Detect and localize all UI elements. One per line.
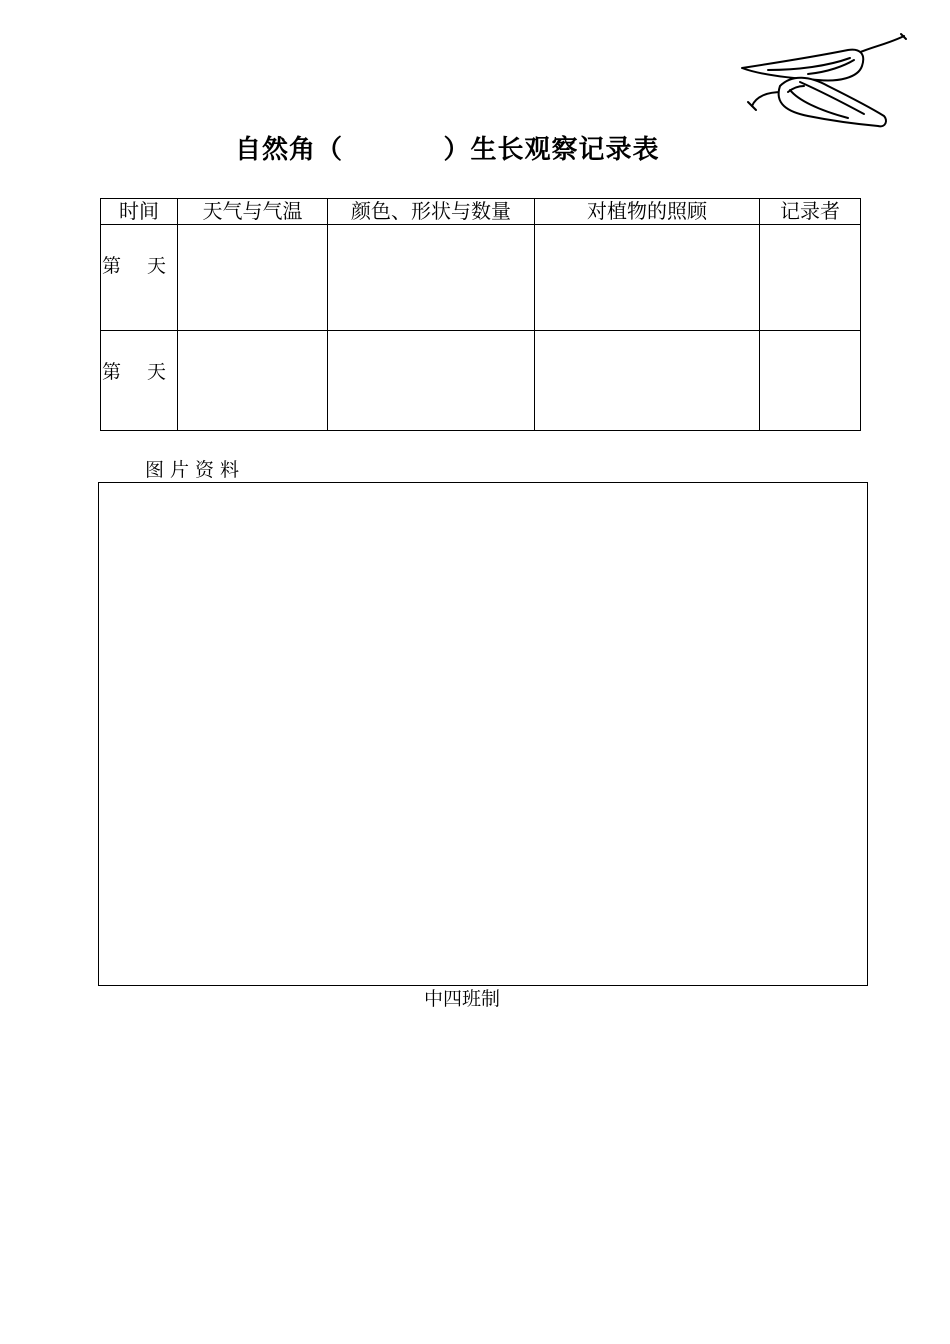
- appearance-cell[interactable]: [328, 331, 535, 431]
- picture-area[interactable]: [98, 482, 868, 986]
- observation-record-table: [100, 198, 861, 431]
- header-recorder: 记录者: [760, 199, 861, 225]
- day-cell: 第 天: [101, 331, 178, 431]
- table-row: [101, 225, 861, 331]
- form-title: 自然角（ ）生长观察记录表: [235, 135, 660, 165]
- weather-cell[interactable]: [178, 225, 328, 331]
- appearance-cell[interactable]: [328, 225, 535, 331]
- day-cell: 第 天: [101, 225, 178, 331]
- care-cell[interactable]: [535, 331, 760, 431]
- table-row: [101, 331, 861, 431]
- table-header-row: [101, 199, 861, 225]
- header-weather: 天气与气温: [178, 199, 328, 225]
- care-cell[interactable]: [535, 225, 760, 331]
- recorder-cell[interactable]: [760, 225, 861, 331]
- weather-cell[interactable]: [178, 331, 328, 431]
- recorder-cell[interactable]: [760, 331, 861, 431]
- picture-section-label: 图片资料: [145, 459, 246, 481]
- header-time: 时间: [101, 199, 178, 225]
- footer-credit: 中四班制: [424, 988, 501, 1010]
- header-appearance: 颜色、形状与数量: [328, 199, 535, 225]
- header-care: 对植物的照顾: [535, 199, 760, 225]
- chili-peppers-icon: [738, 30, 908, 132]
